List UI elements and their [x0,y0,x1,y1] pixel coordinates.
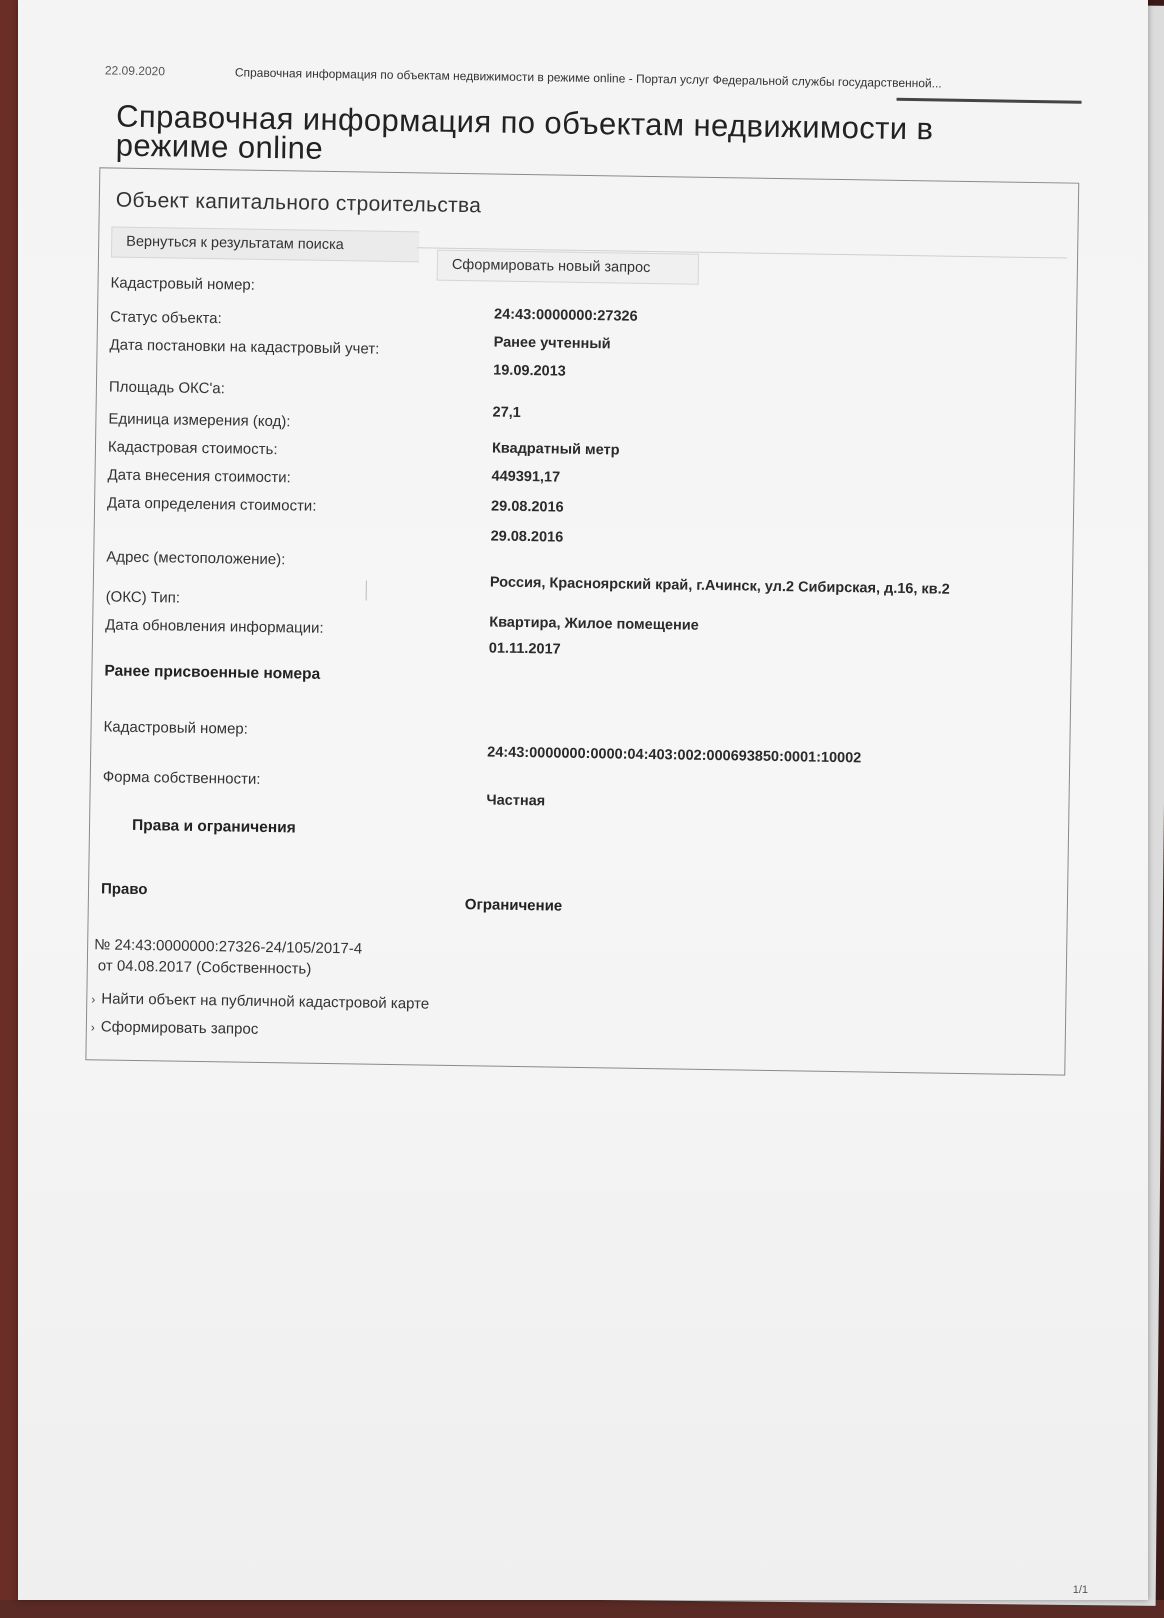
card-title: Объект капитального строительства [115,188,482,218]
field-label-value-entry-date: Дата внесения стоимости: [107,466,291,487]
header-rule [897,98,1082,104]
ownership-form-label: Форма собственности: [102,768,261,788]
prior-numbers-heading: Ранее присвоенные номера [104,662,321,683]
field-value-value-determination-date: 29.08.2016 [490,528,564,546]
find-on-cadastral-map-label: Найти объект на публичной кадастровой карте [101,990,430,1013]
field-value-type: Квартира, Жилое помещение [489,614,699,634]
print-header-title: Справочная информация по объектам недвижимости в режиме online - Портал услуг Федеральной службы государственной... [234,65,942,91]
prior-cadastral-number-label: Кадастровый номер: [103,718,249,738]
field-label-registration-date: Дата постановки на кадастровый учет: [109,336,380,358]
chevron-right-icon: › [90,1020,95,1035]
column-divider [366,581,367,601]
object-card [85,167,1079,1075]
new-request-button[interactable]: Сформировать новый запрос [437,250,699,285]
field-value-status: Ранее учтенный [493,334,611,353]
right-entry [94,934,363,980]
rights-column-right: Право [100,880,148,899]
prior-cadastral-number-value: 24:43:0000000:0000:04:403:002:000693850:0001:10002 [487,744,862,767]
field-value-update-date: 01.11.2017 [488,640,561,658]
chevron-right-icon: › [91,992,96,1007]
rights-column-restriction: Ограничение [464,896,563,915]
field-value-unit: Квадратный метр [491,440,620,459]
create-request-link[interactable] [91,1018,259,1038]
ownership-form-value: Частная [486,792,546,810]
rights-heading: Права и ограничения [131,816,296,837]
field-value-address: Россия, Красноярский край, г.Ачинск, ул.2 Сибирская, д.16, кв.2 [489,574,950,598]
back-to-results-button[interactable]: Вернуться к результатам поиска [111,226,419,262]
field-label-area: Площадь ОКС'а: [108,378,225,398]
field-label-value-determination-date: Дата определения стоимости: [106,494,317,515]
field-label-unit: Единица измерения (код): [108,410,291,431]
printed-page [18,0,1148,1600]
find-on-cadastral-map-link[interactable] [91,990,429,1012]
right-entry-number: № 24:43:0000000:27326-24/105/2017-4 [94,936,363,958]
field-value-cadastral-value: 449391,17 [491,468,561,486]
page-title: Справочная информация по объектам недвижимости в режиме online [115,98,934,166]
field-label-address: Адрес (местоположение): [106,548,286,569]
print-date: 22.09.2020 [104,63,166,79]
field-value-registration-date: 19.09.2013 [493,362,566,380]
create-request-label: Сформировать запрос [100,1018,259,1038]
field-label-cadastral-value: Кадастровая стоимость: [107,438,278,459]
field-label-type: (ОКС) Тип: [105,588,181,607]
page-number: 1/1 [1072,1584,1088,1596]
field-label-update-date: Дата обновления информации: [105,616,324,637]
field-label-status: Статус объекта: [109,308,222,328]
field-value-value-entry-date: 29.08.2016 [490,498,564,516]
field-value-cadastral-number: 24:43:0000000:27326 [493,306,638,325]
right-entry-date: от 04.08.2017 (Собственность) [97,957,312,978]
field-label-cadastral-number: Кадастровый номер: [110,274,256,294]
field-value-area: 27,1 [492,404,521,421]
